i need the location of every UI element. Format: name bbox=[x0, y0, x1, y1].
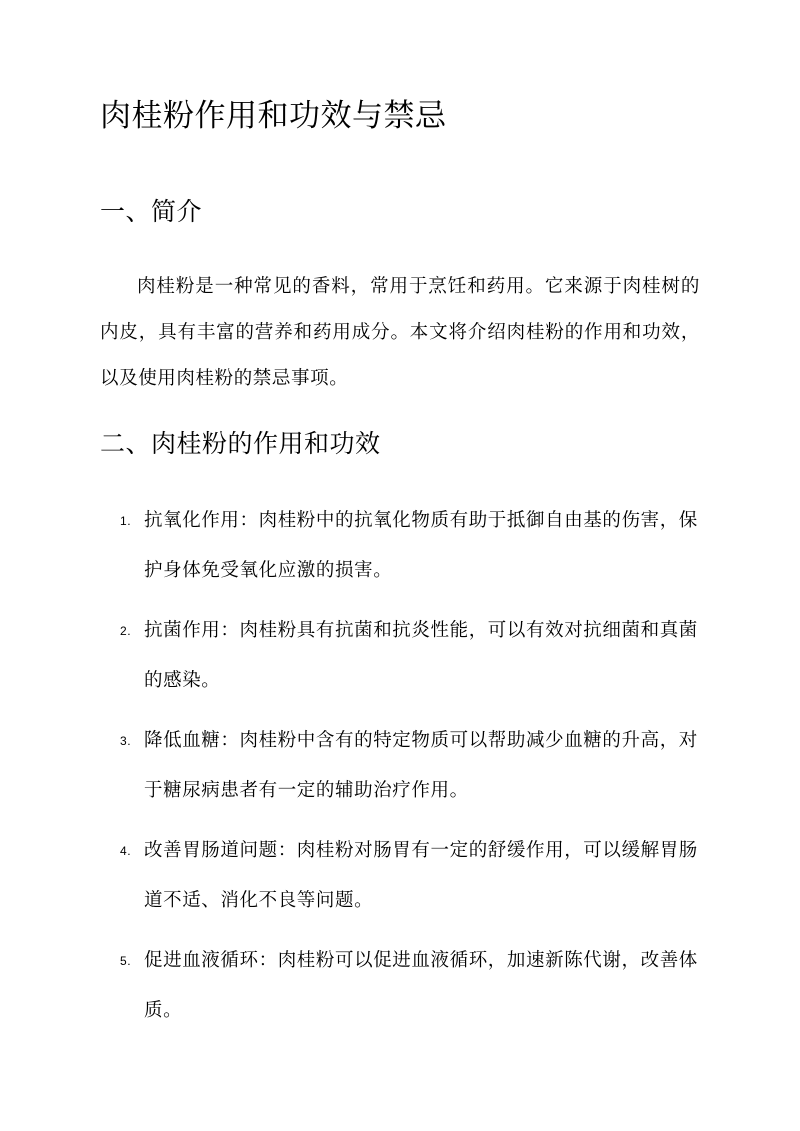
intro-paragraph: 肉桂粉是一种常见的香料，常用于烹饪和药用。它来源于肉桂树的内皮，具有丰富的营养和药用成分。本文将介绍肉桂粉的作用和功效，以及使用肉桂粉的禁忌事项。 bbox=[100, 276, 700, 389]
list-item-text: 降低血糖：肉桂粉中含有的特定物质可以帮助减少血糖的升高，对于糖尿病患者有一定的辅助治疗作用。 bbox=[144, 730, 698, 801]
list-item-number: 3. bbox=[120, 734, 132, 748]
section-heading-effects: 二、肉桂粉的作用和功效 bbox=[100, 429, 381, 458]
list-item bbox=[100, 716, 700, 816]
list-item bbox=[100, 496, 700, 596]
list-item-number: 1. bbox=[120, 514, 132, 528]
list-item bbox=[100, 826, 700, 926]
list-item-number: 4. bbox=[120, 844, 132, 858]
list-item-text: 促进血液循环：肉桂粉可以促进血液循环，加速新陈代谢，改善体质。 bbox=[144, 950, 698, 1021]
list-item-number: 5. bbox=[120, 954, 132, 968]
list-item bbox=[100, 936, 700, 1036]
effects-list bbox=[100, 496, 700, 1046]
list-item-number: 2. bbox=[120, 624, 132, 638]
list-item-text: 抗菌作用：肉桂粉具有抗菌和抗炎性能，可以有效对抗细菌和真菌的感染。 bbox=[144, 620, 698, 691]
page-title: 肉桂粉作用和功效与禁忌 bbox=[100, 98, 447, 134]
section-heading-intro: 一、简介 bbox=[100, 197, 203, 226]
list-item bbox=[100, 606, 700, 706]
list-item-text: 改善胃肠道问题：肉桂粉对肠胃有一定的舒缓作用，可以缓解胃肠道不适、消化不良等问题。 bbox=[144, 840, 698, 911]
list-item-text: 抗氧化作用：肉桂粉中的抗氧化物质有助于抵御自由基的伤害，保护身体免受氧化应激的损害。 bbox=[144, 510, 698, 581]
